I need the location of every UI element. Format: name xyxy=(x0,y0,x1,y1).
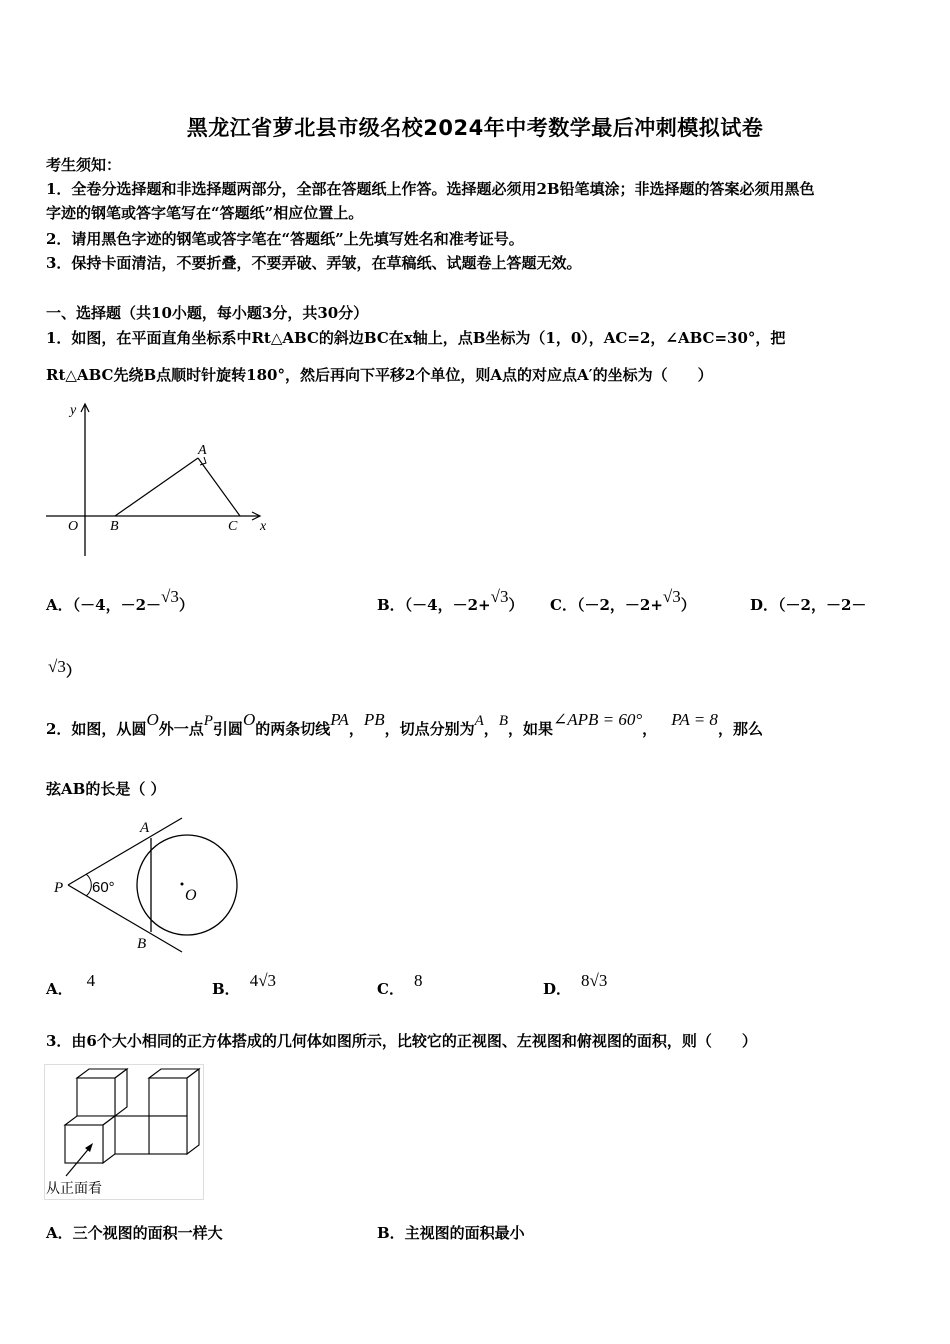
point-c-label: C xyxy=(228,519,238,534)
coefficient: 8 xyxy=(581,971,590,990)
x-label: x xyxy=(260,519,267,534)
point-a-label: A xyxy=(198,443,207,458)
math-angle: ∠APB = 60° xyxy=(553,710,643,729)
radicand: 3 xyxy=(170,587,179,606)
radicand: 3 xyxy=(499,587,509,606)
math-b: B xyxy=(498,713,508,729)
q2-text: 引圆 xyxy=(212,720,243,738)
notice-item: 2．请用黑色字迹的钢笔或答字笔在“答题纸”上先填写姓名和准考证号。 xyxy=(46,230,524,248)
q1-text-line2: Rt△ABC先绕B点顺时针旋转180°，然后再向下平移2个单位，则A点的对应点A′的坐标为（ ） xyxy=(46,366,713,384)
q2-text: ，那么 xyxy=(717,720,763,738)
q2-circle-figure xyxy=(44,812,254,960)
q3-option-a[interactable]: A．三个视图的面积一样大 xyxy=(46,1224,223,1242)
q1-option-a[interactable] xyxy=(46,587,194,615)
q2-text: 2．如图，从圆 xyxy=(46,720,147,738)
math-pb: PB xyxy=(363,710,385,729)
option-letter: B． xyxy=(212,980,240,998)
tangent-pa xyxy=(68,818,182,885)
math-o: O xyxy=(242,710,256,729)
q1-text-line1: 1．如图，在平面直角坐标系中Rt△ABC的斜边BC在x轴上，点B坐标为（1，0），AC=2，∠ABC=30°，把 xyxy=(46,329,786,347)
page-title: 黑龙江省萝北县市级名校2024年中考数学最后冲刺模拟试卷 xyxy=(186,116,764,140)
tangent-pb xyxy=(68,885,182,952)
option-value: 4√3 xyxy=(249,971,277,990)
option-value: 8√3 xyxy=(581,971,608,990)
circle-o xyxy=(137,835,237,935)
q2-text: ，如果 xyxy=(507,720,553,738)
sqrt-expression: √3 xyxy=(161,587,179,606)
math-a: A xyxy=(474,713,484,729)
point-a-label: A xyxy=(140,820,150,836)
option-text: ） xyxy=(680,596,696,614)
radicand: 3 xyxy=(57,657,66,676)
q3-option-b[interactable]: B．主视图的面积最小 xyxy=(377,1224,525,1242)
option-letter: C． xyxy=(377,980,404,998)
option-text: B．（－4，－2+ xyxy=(377,596,491,614)
notice-item: 字迹的钢笔或答字笔写在“答题纸”相应位置上。 xyxy=(46,204,364,222)
q1-option-d[interactable] xyxy=(750,594,866,615)
q3-cube-figure xyxy=(44,1064,204,1200)
point-o-label: O xyxy=(185,887,197,904)
option-value: 4 xyxy=(86,971,96,990)
radicand: 3 xyxy=(598,971,608,990)
option-letter: D． xyxy=(543,980,572,998)
point-b-label: B xyxy=(110,519,119,534)
math-pa: PA xyxy=(330,710,349,729)
angle-arc xyxy=(86,874,91,896)
side-ab xyxy=(115,458,198,516)
option-text: A．（－4，－2－ xyxy=(46,596,162,614)
center-dot xyxy=(181,883,184,886)
point-p-label: P xyxy=(54,880,64,896)
sqrt-expression: √3 xyxy=(662,587,681,606)
q2-option-d[interactable] xyxy=(543,971,608,999)
option-text: C．（－2，－2+ xyxy=(550,596,663,614)
q2-text: ，切点分别为 xyxy=(384,720,475,738)
q3-text-line1: 3．由6个大小相同的正方体搭成的几何体如图所示，比较它的正视图、左视图和俯视图的面积，则（ ） xyxy=(46,1032,757,1050)
origin-label: O xyxy=(68,519,79,534)
sqrt-expression: √3 xyxy=(48,657,66,676)
q2-option-c[interactable] xyxy=(377,971,423,999)
option-letter: A． xyxy=(46,980,73,998)
q2-text: 的两条切线 xyxy=(255,720,331,738)
q2-option-b[interactable] xyxy=(212,971,277,999)
option-text: D．（－2，－2－ xyxy=(750,596,867,614)
q2-text: ， xyxy=(483,720,499,738)
q2-text-line2: 弦AB的长是（ ） xyxy=(46,780,166,798)
point-b-label: B xyxy=(137,936,147,952)
q2-text: ， xyxy=(348,720,364,738)
angle-label: 60° xyxy=(92,879,115,896)
notice-item: 3．保持卡面清洁，不要折叠，不要弄破、弄皱，在草稿纸、试题卷上答题无效。 xyxy=(46,254,582,272)
coefficient: 4 xyxy=(249,971,259,990)
option-text: ） xyxy=(65,662,81,680)
math-o: O xyxy=(146,710,159,729)
q2-text: 外一点 xyxy=(158,720,204,738)
radicand: 3 xyxy=(267,971,277,990)
y-label: y xyxy=(70,403,77,418)
math-pa-value: PA = 8 xyxy=(671,710,718,729)
q2-option-a[interactable] xyxy=(46,971,96,999)
notice-item: 1．全卷分选择题和非选择题两部分，全部在答题纸上作答。选择题必须用2B铅笔填涂；非选择题的答案必须用黑色 xyxy=(46,180,815,198)
q1-option-b[interactable] xyxy=(377,587,524,615)
option-text: ） xyxy=(178,596,194,614)
q1-option-d-continued xyxy=(48,657,81,681)
q2-text: ， xyxy=(642,720,658,738)
radicand: 3 xyxy=(672,587,681,606)
view-caption: 从正面看 xyxy=(46,1181,102,1197)
math-p: P xyxy=(203,713,213,729)
option-text: ） xyxy=(508,596,524,614)
option-value: 8 xyxy=(413,971,423,990)
side-ac xyxy=(198,458,240,516)
section-heading: 一、选择题（共10小题，每小题3分，共30分） xyxy=(46,304,369,322)
q2-text-line1 xyxy=(46,710,763,739)
q1-coordinate-figure xyxy=(40,396,280,566)
q1-option-c[interactable] xyxy=(550,587,696,615)
notice-heading: 考生须知： xyxy=(46,156,122,174)
sqrt-expression: √3 xyxy=(490,587,509,606)
